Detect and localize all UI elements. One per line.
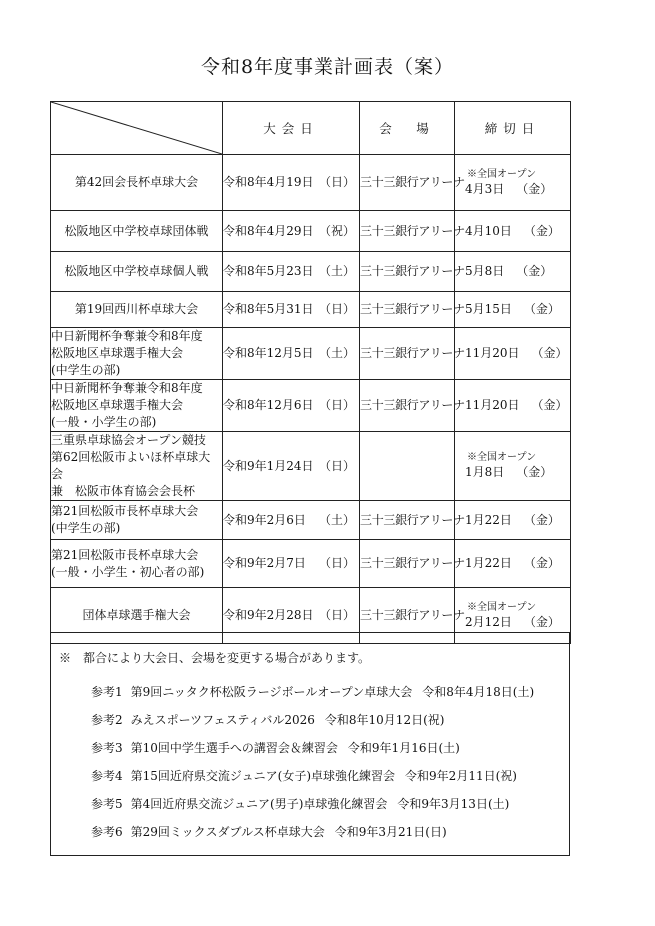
table-row (51, 155, 571, 211)
event-date: 令和8年12月6日 (223, 398, 314, 412)
event-name-line: (中学生の部) (51, 363, 121, 377)
event-name-line: 三重県卓球協会オープン競技 (51, 433, 206, 447)
national-open-note: ※全国オープン (467, 452, 537, 463)
deadline-weekday: （金） (523, 302, 560, 316)
event-name-line: 第21回松阪市長杯卓球大会 (51, 504, 199, 518)
deadline-date: 5月8日 (465, 264, 505, 278)
event-name-line: 松阪地区中学校卓球団体戦 (64, 223, 209, 238)
deadline-line (455, 512, 570, 529)
reference-date: 令和8年4月18日(土) (422, 685, 535, 699)
deadline-cell (455, 252, 571, 292)
venue-cell: 三十三銀行アリーナ (360, 588, 455, 644)
table-header-row (51, 102, 571, 155)
table-row (51, 501, 571, 540)
reference-text: みえスポーツフェスティバル2026 (130, 713, 315, 727)
deadline-date: 11月20日 (465, 346, 520, 360)
national-open-note: ※全国オープン (467, 601, 537, 613)
deadline-cell (455, 328, 571, 380)
reference-label: 参考6 (91, 825, 123, 839)
deadline-date: 4月10日 (465, 223, 512, 238)
deadline-line (455, 397, 570, 414)
deadline-date: 1月22日 (465, 556, 512, 570)
event-date: 令和8年4月19日 (223, 175, 314, 189)
deadline-weekday: （金） (516, 181, 553, 196)
event-name-line: 中日新聞杯争奪兼令和8年度 (51, 381, 203, 395)
event-name-line: 第21回松阪市長杯卓球大会 (51, 547, 199, 562)
national-open-note: ※全国オープン (467, 168, 537, 180)
event-name-line: 松阪地区中学校卓球個人戦 (64, 264, 209, 278)
event-name-cell (51, 501, 223, 540)
venue-cell (360, 432, 455, 501)
deadline-cell (455, 292, 571, 328)
venue-cell: 三十三銀行アリーナ (360, 380, 455, 432)
deadline-line (455, 464, 570, 481)
event-weekday: （日） (318, 608, 355, 622)
event-weekday: （日） (318, 302, 355, 316)
event-date: 令和8年12月5日 (223, 346, 314, 360)
table-row (51, 292, 571, 328)
deadline-cell (455, 540, 571, 588)
event-date-cell (223, 432, 360, 501)
reference-date: 令和9年3月21日(日) (334, 825, 447, 839)
reference-date: 令和8年10月12日(祝) (324, 713, 445, 727)
event-date-cell (223, 380, 360, 432)
deadline-line (455, 614, 570, 631)
event-weekday: （土） (318, 346, 355, 360)
venue-cell: 三十三銀行アリーナ (360, 155, 455, 211)
header-venue: 会 場 (360, 102, 455, 155)
header-deadline: 締切日 (455, 102, 571, 155)
deadline-date: 1月8日 (465, 465, 505, 479)
table-row (51, 211, 571, 252)
reference-date: 令和9年3月13日(土) (397, 797, 510, 811)
event-name-line: 第19回西川杯卓球大会 (74, 302, 199, 316)
event-name-line: (一般・小学生の部) (51, 415, 157, 429)
reference-item (91, 739, 460, 756)
deadline-weekday: （金） (523, 614, 560, 629)
event-name-cell (51, 252, 223, 292)
reference-text: 第29回ミックスダブルス杯卓球大会 (130, 825, 325, 839)
reference-date: 令和9年2月11日(祝) (405, 769, 517, 783)
event-name-line: (一般・小学生・初心者の部) (51, 564, 205, 579)
deadline-weekday: （金） (523, 556, 560, 570)
event-date-cell (223, 292, 360, 328)
deadline-cell (455, 155, 571, 211)
event-weekday: （土） (318, 512, 355, 527)
event-name-cell (51, 155, 223, 211)
reference-text: 第10回中学生選手への講習会＆練習会 (130, 741, 338, 755)
venue-cell: 三十三銀行アリーナ (360, 292, 455, 328)
reference-item (91, 711, 444, 728)
deadline-cell (455, 501, 571, 540)
deadline-date: 11月20日 (465, 398, 520, 412)
schedule-table (50, 101, 571, 644)
reference-item (91, 795, 509, 812)
event-name-line: 第62回松阪市よいほ杯卓球大会 (51, 450, 211, 481)
deadline-date: 2月12日 (465, 614, 512, 629)
reference-text: 第15回近府県交流ジュニア(女子)卓球強化練習会 (130, 769, 396, 783)
deadline-weekday: （金） (516, 465, 553, 479)
event-date: 令和9年1月24日 (223, 458, 314, 473)
venue-cell: 三十三銀行アリーナ (360, 501, 455, 540)
deadline-cell (455, 211, 571, 252)
deadline-line (455, 223, 570, 240)
deadline-weekday: （金） (531, 398, 568, 412)
deadline-line (455, 345, 570, 362)
event-name-line: 第42回会長杯卓球大会 (74, 175, 199, 189)
event-name-line: 松阪地区卓球選手権大会 (51, 346, 184, 360)
deadline-date: 1月22日 (465, 512, 512, 527)
event-date-cell (223, 252, 360, 292)
deadline-weekday: （金） (516, 264, 553, 278)
header-diagonal-cell (51, 102, 223, 155)
deadline-line (455, 301, 570, 318)
reference-date: 令和9年1月16日(土) (347, 741, 460, 755)
venue-cell: 三十三銀行アリーナ (360, 252, 455, 292)
event-name-line: 松阪地区卓球選手権大会 (51, 398, 184, 412)
notes-main-text: ※ 都合により大会日、会場を変更する場合があります。 (59, 651, 371, 665)
table-row (51, 432, 571, 501)
deadline-cell (455, 380, 571, 432)
event-name-cell (51, 211, 223, 252)
event-name-cell (51, 380, 223, 432)
event-date: 令和9年2月6日 (223, 512, 306, 527)
event-date-cell (223, 211, 360, 252)
reference-text: 第4回近府県交流ジュニア(男子)卓球強化練習会 (130, 797, 388, 811)
reference-item (91, 683, 534, 700)
event-name-cell (51, 540, 223, 588)
reference-item (91, 767, 517, 784)
event-date-cell (223, 501, 360, 540)
diagonal-line (51, 102, 222, 154)
event-name-cell (51, 328, 223, 380)
venue-cell: 三十三銀行アリーナ (360, 211, 455, 252)
venue-cell: 三十三銀行アリーナ (360, 540, 455, 588)
event-weekday: （日） (318, 458, 355, 473)
table-row (51, 252, 571, 292)
event-date: 令和9年2月28日 (223, 608, 314, 622)
deadline-line (455, 263, 570, 280)
event-date: 令和8年5月23日 (223, 264, 314, 278)
event-weekday: （祝） (318, 223, 355, 238)
event-weekday: （日） (318, 175, 355, 189)
event-date: 令和8年4月29日 (223, 223, 314, 238)
event-name-cell (51, 432, 223, 501)
event-date-cell (223, 155, 360, 211)
event-date-cell (223, 328, 360, 380)
reference-text: 第9回ニッタク杯松阪ラージボールオープン卓球大会 (130, 685, 413, 699)
reference-label: 参考1 (91, 685, 123, 699)
deadline-weekday: （金） (531, 346, 568, 360)
event-date-cell (223, 540, 360, 588)
event-date: 令和8年5月31日 (223, 302, 314, 316)
event-weekday: （土） (318, 264, 355, 278)
table-row (51, 540, 571, 588)
event-weekday: （日） (318, 398, 355, 412)
deadline-date: 4月3日 (465, 181, 505, 196)
venue-cell: 三十三銀行アリーナ (360, 328, 455, 380)
event-name-line: 団体卓球選手権大会 (82, 608, 191, 622)
reference-label: 参考2 (91, 713, 123, 727)
reference-label: 参考5 (91, 797, 123, 811)
event-weekday: （日） (318, 556, 355, 570)
event-name-line: (中学生の部) (51, 521, 121, 535)
deadline-line (455, 181, 570, 198)
deadline-cell (455, 432, 571, 501)
reference-label: 参考3 (91, 741, 123, 755)
event-name-line: 中日新聞杯争奪兼令和8年度 (51, 329, 203, 343)
table-row (51, 328, 571, 380)
event-name-line: 兼 松阪市体育協会会長杯 (51, 484, 196, 498)
reference-label: 参考4 (91, 769, 123, 783)
page-title: 令和8年度事業計画表（案） (200, 56, 455, 78)
deadline-line (455, 555, 570, 572)
table-row (51, 380, 571, 432)
notes-box (50, 632, 570, 856)
deadline-weekday: （金） (523, 223, 560, 238)
reference-item (91, 823, 447, 840)
event-date: 令和9年2月7日 (223, 556, 306, 570)
header-date: 大会日 (223, 102, 360, 155)
event-name-cell (51, 292, 223, 328)
deadline-weekday: （金） (523, 512, 560, 527)
deadline-date: 5月15日 (465, 302, 512, 316)
